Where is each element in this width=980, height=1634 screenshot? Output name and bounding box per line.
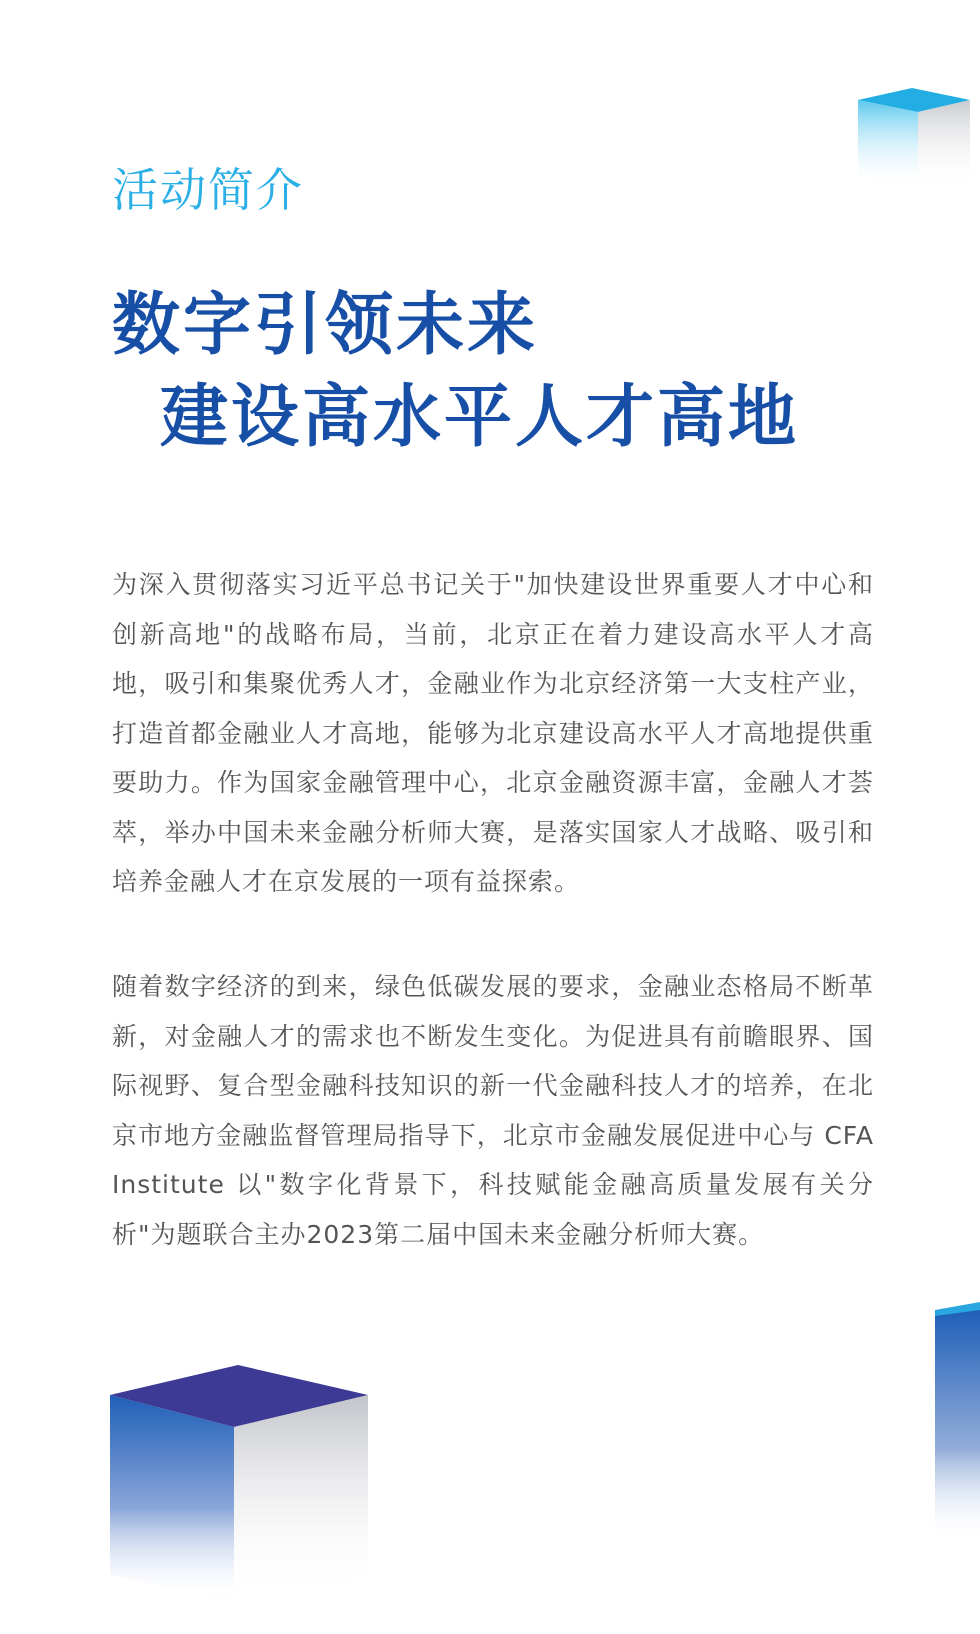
headline [112,280,799,464]
cube-right-edge-front-face [935,1310,980,1542]
cube-bottom-left-front-face [110,1395,234,1601]
cube-top-right-front-face [858,100,918,188]
cube-bottom-left-icon [110,1365,370,1601]
headline-line-1: 数字引领未来 [112,286,539,365]
cube-right-edge-icon [935,1302,980,1542]
cube-top-right-icon [858,88,970,188]
body-paragraph-1: 为深入贯彻落实习近平总书记关于"加快建设世界重要人才中心和创新高地"的战略布局，当前，北京正在着力建设高水平人才高地，吸引和集聚优秀人才，金融业作为北京经济第一大支柱产业，打造首都金融业人才高地，能够为北京建设高水平人才高地提供重要助力。作为国家金融管理中心，北京金融资源丰富，金融人才荟萃，举办中国未来金融分析师大赛，是落实国家人才战略、吸引和培养金融人才在京发展的一项有益探索。 [112,570,874,896]
cube-bottom-left-side-face [234,1395,368,1601]
cube-top-right-side-face [918,100,970,188]
body-paragraph-2: 随着数字经济的到来，绿色低碳发展的要求，金融业态格局不断革新，对金融人才的需求也不断发生变化。为促进具有前瞻眼界、国际视野、复合型金融科技知识的新一代金融科技人才的培养，在北京市地方金融监督管理局指导下，北京市金融发展促进中心与 CFA Institute 以"数字化背景下，科技赋能金融高质量发展有关分析"为题联合主办2023第二届中国未来金融分析师大赛。 [112,972,874,1249]
section-label: 活动简介 [112,163,304,217]
headline-line-2: 建设高水平人才高地 [160,378,800,457]
